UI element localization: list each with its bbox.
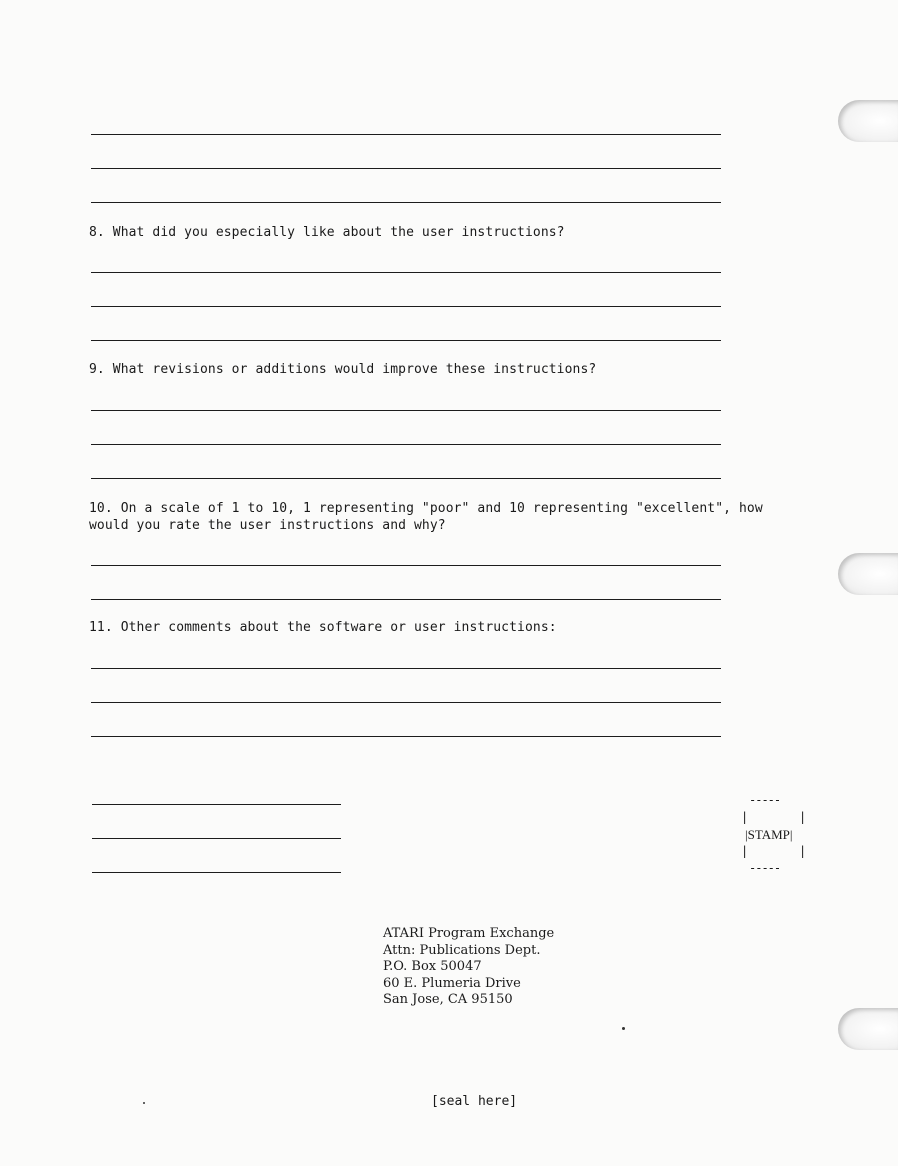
mailing-address bbox=[383, 926, 554, 1009]
return-address-line bbox=[92, 804, 341, 805]
stamp-bottom-border: ----- bbox=[749, 861, 781, 875]
question-9: 9. What revisions or additions would improve these instructions? bbox=[89, 362, 597, 377]
answer-line bbox=[91, 340, 721, 341]
return-address-line bbox=[92, 838, 341, 839]
answer-line bbox=[91, 272, 721, 273]
answer-line bbox=[91, 306, 721, 307]
punch-hole bbox=[838, 1008, 898, 1050]
stamp-label: |STAMP| bbox=[745, 827, 793, 842]
speck bbox=[622, 1027, 625, 1030]
address-line: P.O. Box 50047 bbox=[383, 959, 482, 974]
answer-line bbox=[91, 599, 721, 600]
punch-hole bbox=[838, 553, 898, 595]
answer-line bbox=[91, 134, 721, 135]
question-8: 8. What did you especially like about the user instructions? bbox=[89, 225, 565, 240]
answer-line bbox=[91, 410, 721, 411]
answer-line bbox=[91, 168, 721, 169]
stamp-left-border: | bbox=[741, 844, 749, 858]
answer-line bbox=[91, 202, 721, 203]
answer-line bbox=[91, 565, 721, 566]
answer-line bbox=[91, 736, 721, 737]
stamp-top-border: ----- bbox=[749, 793, 781, 807]
punch-hole bbox=[838, 100, 898, 142]
answer-line bbox=[91, 668, 721, 669]
answer-line bbox=[91, 444, 721, 445]
stamp-box bbox=[737, 792, 807, 877]
question-11: 11. Other comments about the software or user instructions: bbox=[89, 620, 557, 635]
address-line: San Jose, CA 95150 bbox=[383, 992, 513, 1007]
answer-line bbox=[91, 478, 721, 479]
return-address-line bbox=[92, 872, 341, 873]
speck bbox=[143, 1102, 145, 1104]
question-10: 10. On a scale of 1 to 10, 1 representing "poor" and 10 representing "excellent", how would you rate the user instructions and why? bbox=[89, 501, 763, 533]
address-line: 60 E. Plumeria Drive bbox=[383, 975, 521, 991]
address-line: Attn: Publications Dept. bbox=[383, 942, 541, 958]
answer-line bbox=[91, 702, 721, 703]
stamp-left-border: | bbox=[741, 810, 749, 824]
stamp-right-border: | bbox=[799, 844, 807, 858]
stamp-right-border: | bbox=[799, 810, 807, 824]
address-line: ATARI Program Exchange bbox=[383, 926, 555, 941]
seal-here-label: [seal here] bbox=[431, 1094, 518, 1109]
